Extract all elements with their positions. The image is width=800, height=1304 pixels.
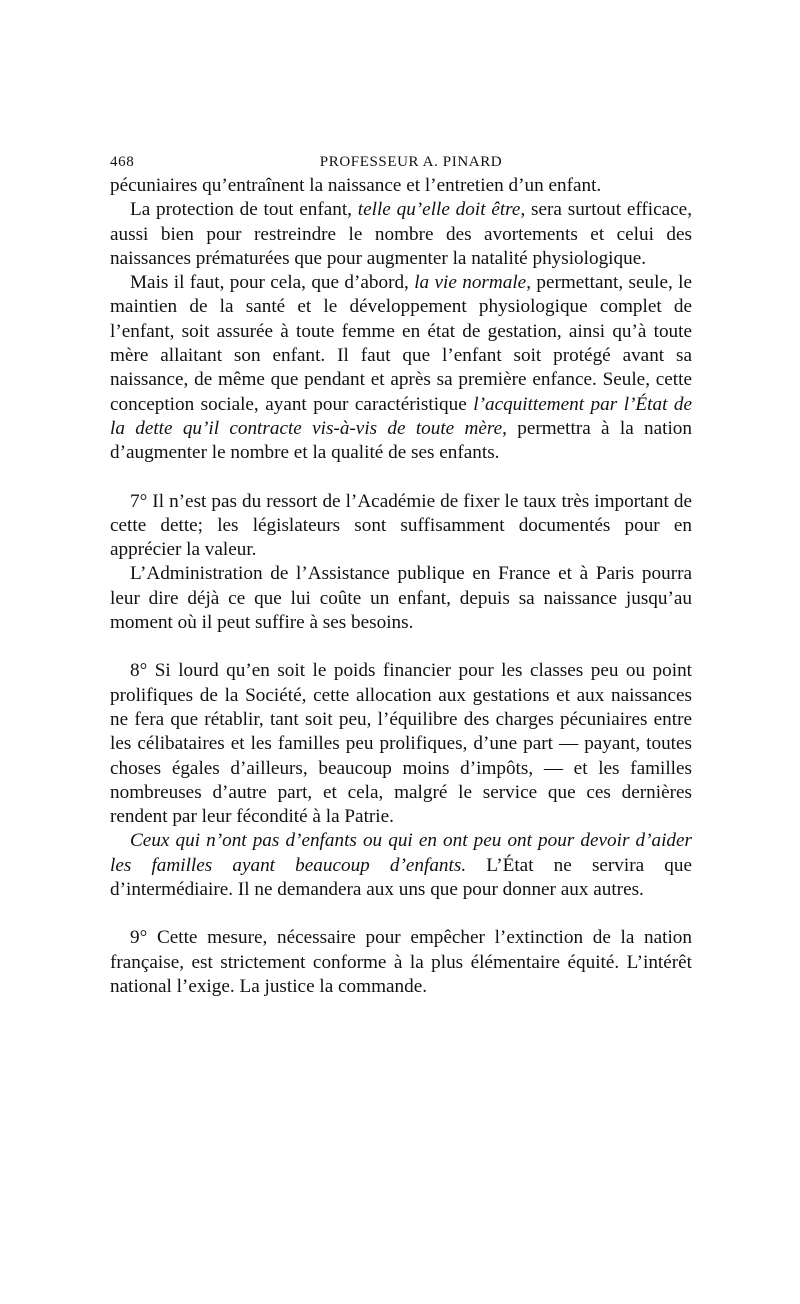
page-body: [110, 150, 692, 999]
text-segment: 9° Cette mesure, nécessaire pour empêcher l’extinction de la nation française, est strictement conforme à la plus élémentaire équité. L’intérêt national l’exige. La justice la commande.: [110, 927, 692, 997]
running-head: [110, 150, 692, 174]
text-segment: Mais il faut, pour cela, que d’abord,: [130, 272, 415, 294]
text-segment: L’État ne servira que d’intermédiaire. Il ne demandera aux uns que pour donner aux autres.: [110, 854, 692, 901]
italic-segment: l’acquittement par l’État de la dette qu’il contracte vis-à-vis de toute mère: [110, 393, 692, 439]
paragraph-point-8: [110, 659, 692, 829]
text-segment: La protection de tout enfant,: [130, 199, 358, 221]
italic-segment: telle qu’elle doit être: [357, 199, 521, 221]
text-segment: L’Administration de l’Assistance publique en France et à Paris pourra leur dire déjà ce que lui coûte un enfant, depuis sa naissance jusqu’au moment où il peut suffire à ses besoins.: [110, 563, 692, 634]
text-segment: pécuniaires qu’entraînent la naissance et l’entretien d’un enfant.: [110, 175, 602, 196]
paragraph-protection: [110, 198, 692, 271]
text-segment: 8° Si lourd qu’en soit le poids financier pour les classes peu ou point prolifiques de la Société, cette allocation aux gestations et aux naissances ne fera que rétablir, tant soit peu, l’équilibre des charges pécuniaires entre les célibataires et les familles peu prolifiques, d’une part — payant, toutes choses égales d’ailleurs, beaucoup moins d’impôts, — et les familles nombreuses d’autre part, et cela, malgré le service que ces dernières rendent par leur fécondité à la Patrie.: [110, 660, 692, 828]
paragraph-continuation: [110, 174, 692, 198]
paragraph-vie-normale: [110, 271, 692, 465]
paragraph-point-7: [110, 490, 692, 563]
text-segment: , permettra à la nation d’augmenter le nombre et la qualité de ses enfants.: [110, 417, 692, 464]
page-number: 468: [110, 154, 135, 170]
text-segment: , permettant, seule, le maintien de la santé et le développement physiologique complet de l’enfant, soit assurée à toute femme en état de gestation, ainsi qu’à toute mère allaitant son enfant. Il faut que l’enfant soit protégé avant sa naissance, de même que pendant et après sa première enfance. Seule, cette conception sociale, ayant pour caractéristique: [110, 272, 692, 415]
paragraph-assistance-publique: [110, 562, 692, 635]
running-head-title: PROFESSEUR A. PINARD: [319, 154, 503, 170]
text-segment: 7° Il n’est pas du ressort de l’Académie de fixer le taux très important de cette dette; les législateurs sont suffisamment documentés pour en apprécier la valeur.: [110, 490, 692, 561]
italic-segment: la vie normale: [414, 272, 527, 294]
italic-segment: Ceux qui n’ont pas d’enfants ou qui en ont peu ont pour devoir d’aider les familles ayant beaucoup d’enfants.: [110, 830, 692, 876]
paragraph-point-9: [110, 926, 692, 999]
paragraph-devoir: [110, 829, 692, 902]
text-segment: , sera surtout efficace, aussi bien pour restreindre le nombre des avortements et celui des naissances prématurées que pour augmenter la natalité physiologique.: [110, 199, 692, 269]
